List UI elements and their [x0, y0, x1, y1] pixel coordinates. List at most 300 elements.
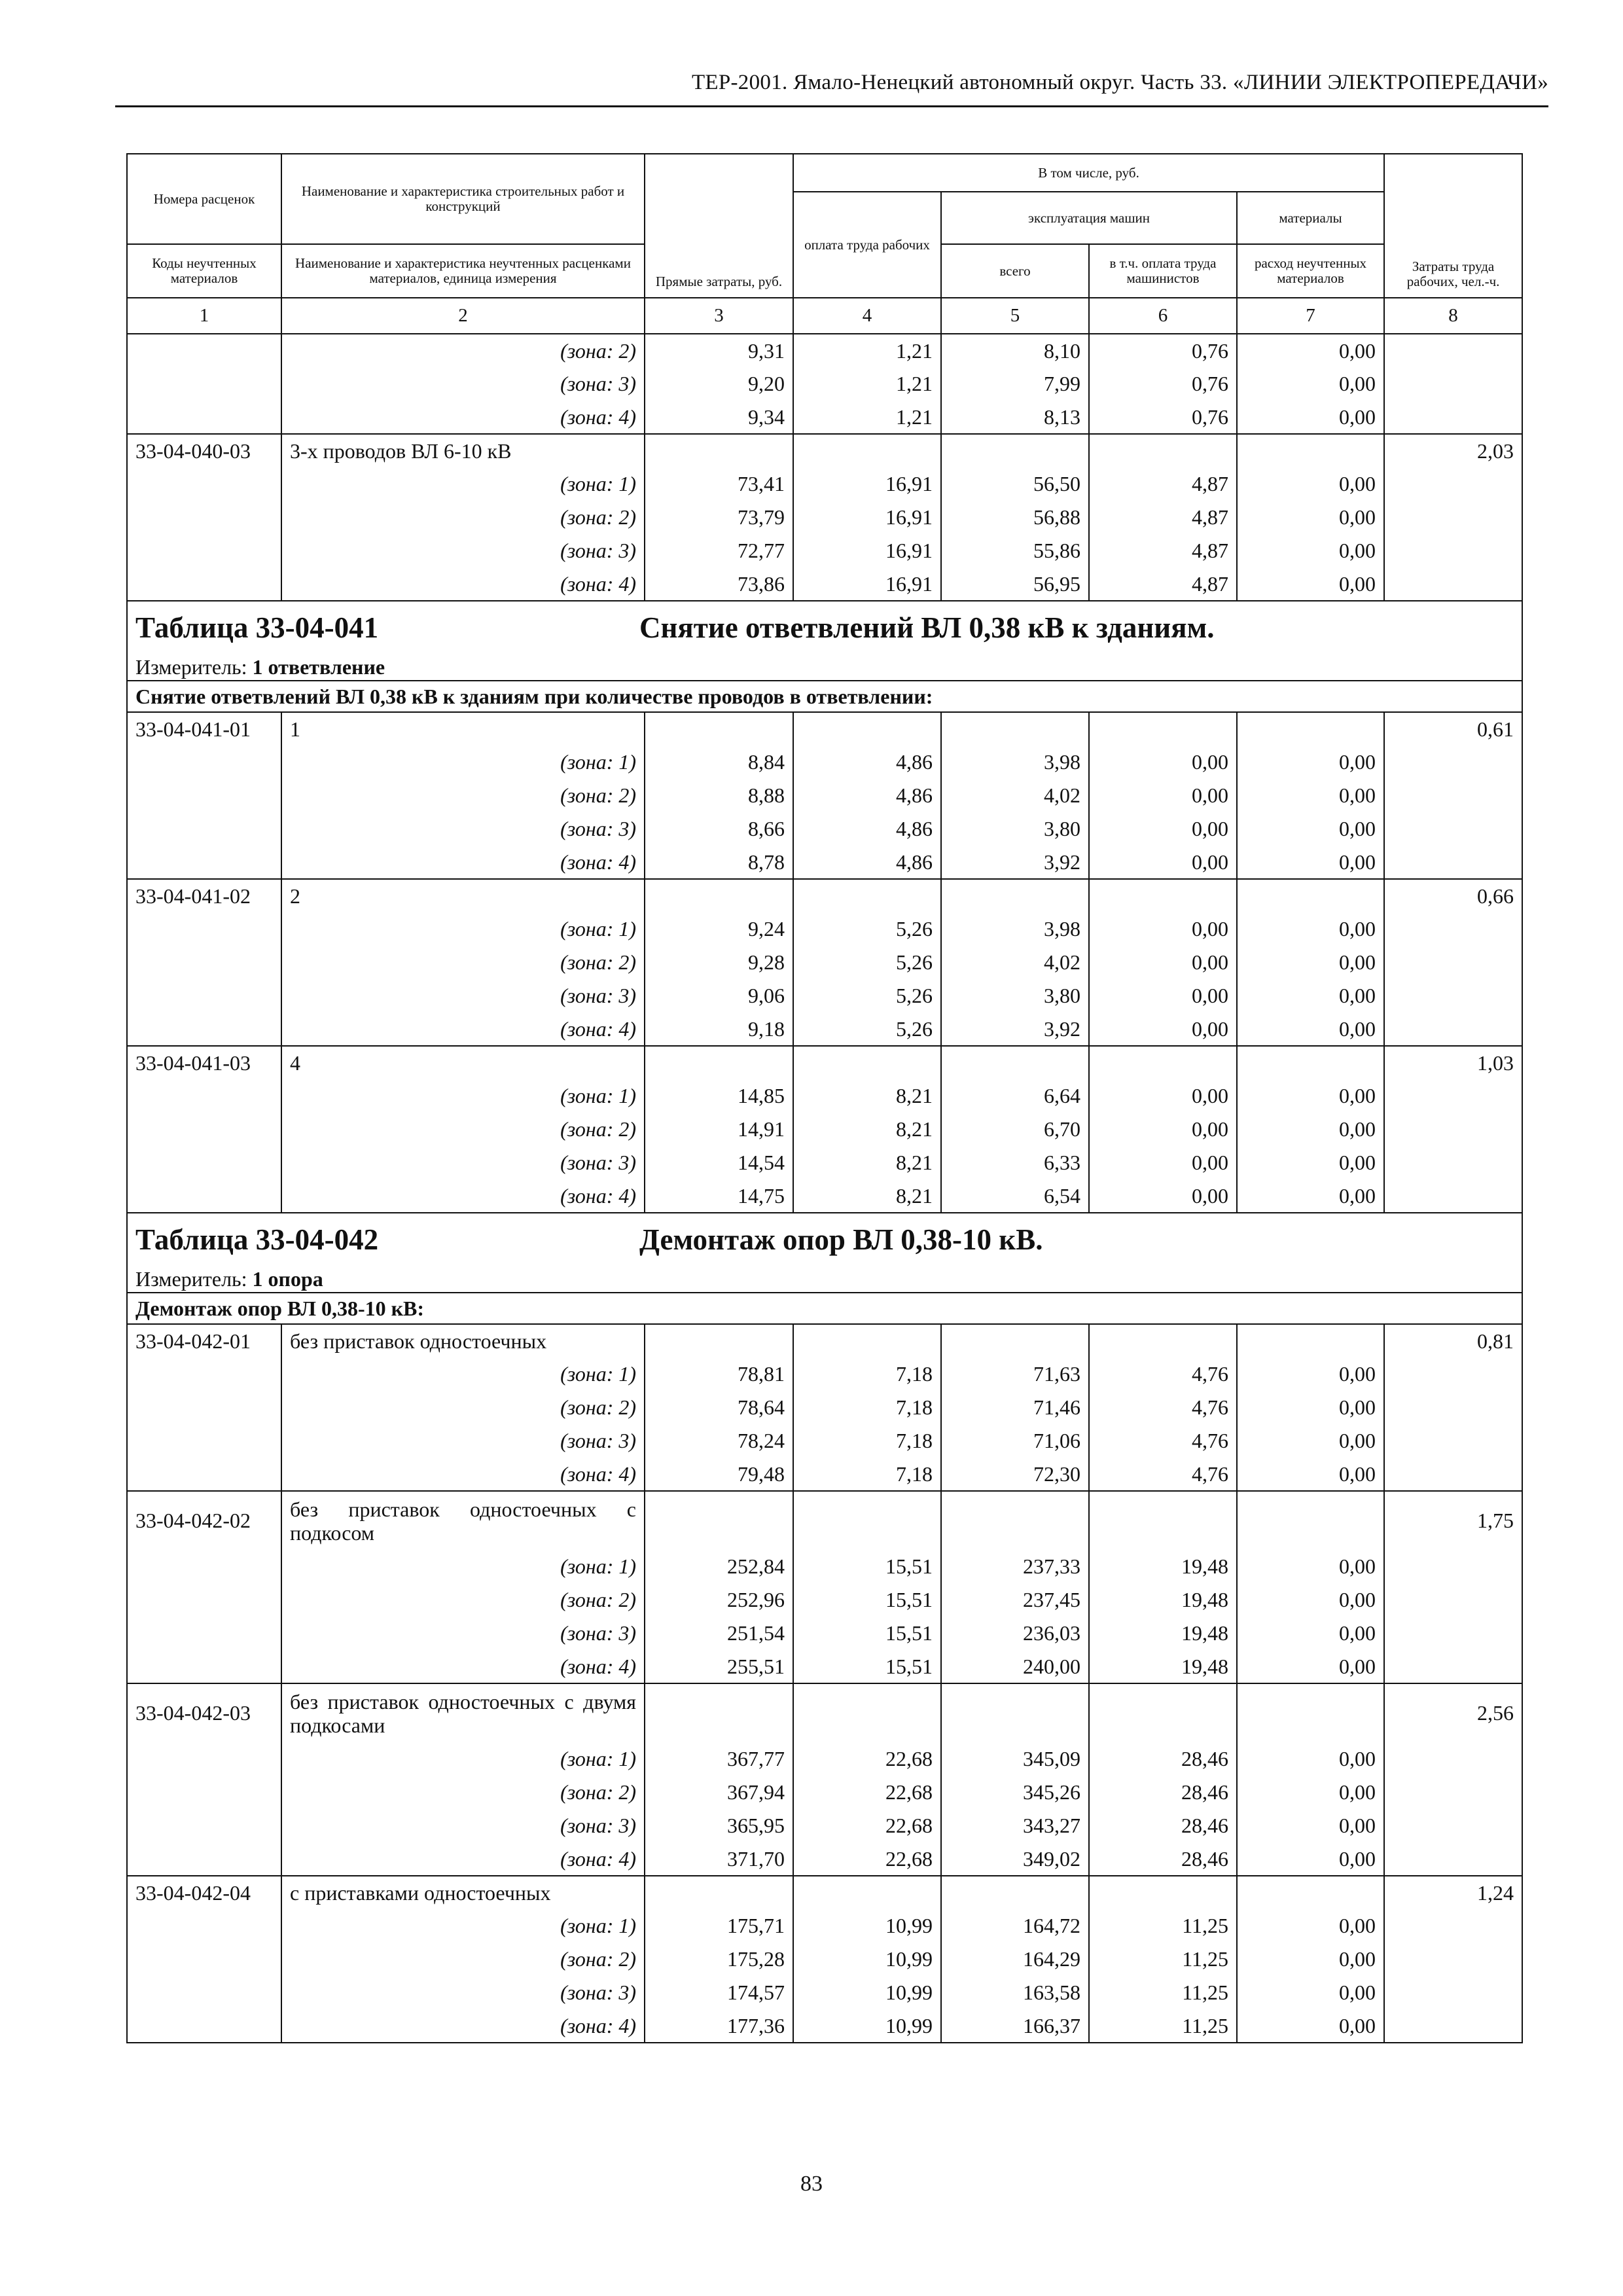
labor-cost-value: 2,03 [1384, 434, 1522, 467]
worker-pay-value: 10,99 [793, 2009, 941, 2043]
labor-cell [1384, 1013, 1522, 1046]
empty-cell [645, 1324, 793, 1357]
worker-pay-value: 5,26 [793, 946, 941, 979]
empty-cell [645, 712, 793, 745]
machines-total-value: 345,26 [941, 1776, 1089, 1809]
direct-cost-value: 367,94 [645, 1776, 793, 1809]
worker-pay-value: 8,21 [793, 1179, 941, 1213]
zone-row [127, 1424, 1522, 1458]
zone-row [127, 846, 1522, 879]
zone-row [127, 467, 1522, 501]
material-value: 0,00 [1237, 1146, 1384, 1179]
worker-pay-value: 16,91 [793, 501, 941, 534]
meter-label: Измеритель: [135, 1266, 247, 1291]
code-cell [127, 1179, 281, 1213]
machines-total-value: 71,63 [941, 1357, 1089, 1391]
machines-total-value: 56,50 [941, 467, 1089, 501]
zone-label: (зона: 4) [281, 401, 645, 434]
material-value: 0,00 [1237, 2009, 1384, 2043]
rates-table [126, 153, 1523, 2043]
zone-label: (зона: 3) [281, 979, 645, 1013]
empty-cell [1237, 1324, 1384, 1357]
empty-cell [941, 1876, 1089, 1909]
operator-pay-value: 0,00 [1089, 946, 1237, 979]
zone-label: (зона: 1) [281, 1079, 645, 1113]
table-title: Демонтаж опор ВЛ 0,38-10 кВ. [639, 1223, 1043, 1256]
worker-pay-value: 4,86 [793, 745, 941, 779]
operator-pay-value: 0,00 [1089, 812, 1237, 846]
rate-code: 33-04-041-03 [127, 1046, 281, 1079]
machines-total-value: 56,95 [941, 567, 1089, 601]
rate-code: 33-04-042-01 [127, 1324, 281, 1357]
code-cell [127, 467, 281, 501]
machines-total-value: 166,37 [941, 2009, 1089, 2043]
zone-label: (зона: 2) [281, 1943, 645, 1976]
worker-pay-value: 15,51 [793, 1583, 941, 1617]
zone-label: (зона: 1) [281, 1550, 645, 1583]
worker-pay-value: 7,18 [793, 1357, 941, 1391]
zone-row [127, 1776, 1522, 1809]
direct-cost-value: 72,77 [645, 534, 793, 567]
empty-cell [1237, 1876, 1384, 1909]
worker-pay-value: 8,21 [793, 1146, 941, 1179]
table-subheading: Демонтаж опор ВЛ 0,38-10 кВ: [127, 1293, 1522, 1324]
code-cell [127, 979, 281, 1013]
labor-cell [1384, 1424, 1522, 1458]
table-title: Снятие ответвлений ВЛ 0,38 кВ к зданиям. [639, 611, 1215, 644]
labor-cell [1384, 1976, 1522, 2009]
machines-total-value: 6,70 [941, 1113, 1089, 1146]
material-value: 0,00 [1237, 946, 1384, 979]
code-cell [127, 2009, 281, 2043]
column-number: 6 [1089, 298, 1237, 334]
direct-cost-value: 73,41 [645, 467, 793, 501]
rate-item-row [127, 879, 1522, 912]
material-value: 0,00 [1237, 912, 1384, 946]
direct-cost-value: 73,79 [645, 501, 793, 534]
zone-label: (зона: 1) [281, 912, 645, 946]
machines-total-value: 7,99 [941, 367, 1089, 401]
worker-pay-value: 4,86 [793, 846, 941, 879]
meter-row [127, 1266, 1522, 1293]
empty-cell [645, 1683, 793, 1742]
rate-description: без приставок одностоечных с подкосом [281, 1491, 645, 1550]
direct-cost-value: 8,84 [645, 745, 793, 779]
table-number: Таблица 33-04-042 [135, 1223, 379, 1256]
material-value: 0,00 [1237, 846, 1384, 879]
labor-cost-value: 0,66 [1384, 879, 1522, 912]
operator-pay-value: 11,25 [1089, 1909, 1237, 1943]
rate-code: 33-04-042-02 [127, 1491, 281, 1550]
zone-label: (зона: 2) [281, 1391, 645, 1424]
zone-label: (зона: 3) [281, 367, 645, 401]
zone-row [127, 745, 1522, 779]
labor-cost-value: 1,24 [1384, 1876, 1522, 1909]
zone-label: (зона: 4) [281, 2009, 645, 2043]
machines-total-value: 237,33 [941, 1550, 1089, 1583]
direct-cost-value: 78,24 [645, 1424, 793, 1458]
material-value: 0,00 [1237, 779, 1384, 812]
labor-cell [1384, 1458, 1522, 1491]
material-value: 0,00 [1237, 1742, 1384, 1776]
direct-cost-value: 9,28 [645, 946, 793, 979]
code-cell [127, 1809, 281, 1842]
operator-pay-value: 4,76 [1089, 1458, 1237, 1491]
zone-row [127, 367, 1522, 401]
material-value: 0,00 [1237, 1391, 1384, 1424]
empty-cell [1237, 879, 1384, 912]
empty-cell [941, 1683, 1089, 1742]
material-value: 0,00 [1237, 334, 1384, 367]
rate-item-row [127, 712, 1522, 745]
material-value: 0,00 [1237, 1943, 1384, 1976]
zone-row [127, 1458, 1522, 1491]
material-value: 0,00 [1237, 1424, 1384, 1458]
material-value: 0,00 [1237, 1357, 1384, 1391]
operator-pay-value: 0,00 [1089, 1146, 1237, 1179]
rate-code: 33-04-041-02 [127, 879, 281, 912]
meter [127, 654, 1522, 681]
labor-cell [1384, 745, 1522, 779]
empty-cell [941, 1046, 1089, 1079]
zone-label: (зона: 3) [281, 1146, 645, 1179]
operator-pay-value: 4,87 [1089, 501, 1237, 534]
material-value: 0,00 [1237, 1458, 1384, 1491]
labor-cost-value: 0,61 [1384, 712, 1522, 745]
rate-code: 33-04-042-03 [127, 1683, 281, 1742]
zone-row [127, 1013, 1522, 1046]
direct-cost-value: 14,85 [645, 1079, 793, 1113]
zone-label: (зона: 1) [281, 1357, 645, 1391]
worker-pay-value: 7,18 [793, 1458, 941, 1491]
worker-pay-value: 16,91 [793, 467, 941, 501]
worker-pay-value: 5,26 [793, 912, 941, 946]
machines-total-value: 345,09 [941, 1742, 1089, 1776]
labor-cell [1384, 912, 1522, 946]
direct-cost-value: 14,91 [645, 1113, 793, 1146]
zone-row [127, 1550, 1522, 1583]
machines-total-value: 240,00 [941, 1650, 1089, 1683]
machines-total-value: 56,88 [941, 501, 1089, 534]
code-cell [127, 501, 281, 534]
machines-total-value: 236,03 [941, 1617, 1089, 1650]
direct-cost-value: 175,71 [645, 1909, 793, 1943]
zone-label: (зона: 2) [281, 1113, 645, 1146]
rate-description: без приставок одностоечных с двумя подкосами [281, 1683, 645, 1742]
labor-cell [1384, 501, 1522, 534]
table-subheading: Снятие ответвлений ВЛ 0,38 кВ к зданиям при количестве проводов в ответвлении: [127, 681, 1522, 712]
table-heading-row [127, 601, 1522, 654]
code-cell [127, 1424, 281, 1458]
operator-pay-value: 28,46 [1089, 1742, 1237, 1776]
column-number: 8 [1384, 298, 1522, 334]
empty-cell [793, 1324, 941, 1357]
operator-pay-value: 0,00 [1089, 846, 1237, 879]
worker-pay-value: 5,26 [793, 979, 941, 1013]
labor-cell [1384, 979, 1522, 1013]
rate-item-row [127, 1683, 1522, 1742]
code-cell [127, 334, 281, 367]
machines-total-value: 3,98 [941, 912, 1089, 946]
material-value: 0,00 [1237, 1809, 1384, 1842]
material-value: 0,00 [1237, 1909, 1384, 1943]
labor-cell [1384, 1357, 1522, 1391]
labor-cost-value: 1,75 [1384, 1491, 1522, 1550]
rate-item-row [127, 1876, 1522, 1909]
worker-pay-value: 22,68 [793, 1776, 941, 1809]
operator-pay-value: 0,00 [1089, 979, 1237, 1013]
rate-description: 4 [281, 1046, 645, 1079]
zone-label: (зона: 2) [281, 1776, 645, 1809]
header-rule [115, 105, 1548, 107]
empty-cell [793, 879, 941, 912]
code-cell [127, 1113, 281, 1146]
labor-cell [1384, 467, 1522, 501]
labor-cell [1384, 1113, 1522, 1146]
machines-total-value: 4,02 [941, 946, 1089, 979]
machines-total-value: 3,80 [941, 812, 1089, 846]
header-material-names: Наименование и характеристика неучтенных расценками материалов, единица измерения [281, 244, 645, 298]
meter-value: 1 опора [252, 1266, 323, 1291]
zone-label: (зона: 4) [281, 1013, 645, 1046]
table-heading-row [127, 1213, 1522, 1266]
header-rate-numbers: Номера расценок [127, 154, 281, 244]
machines-total-value: 3,92 [941, 846, 1089, 879]
operator-pay-value: 4,87 [1089, 534, 1237, 567]
direct-cost-value: 255,51 [645, 1650, 793, 1683]
operator-pay-value: 28,46 [1089, 1809, 1237, 1842]
labor-cell [1384, 779, 1522, 812]
material-value: 0,00 [1237, 467, 1384, 501]
labor-cell [1384, 1583, 1522, 1617]
zone-row [127, 1742, 1522, 1776]
empty-cell [645, 1876, 793, 1909]
labor-cell [1384, 534, 1522, 567]
empty-cell [1237, 712, 1384, 745]
operator-pay-value: 0,76 [1089, 334, 1237, 367]
operator-pay-value: 0,76 [1089, 401, 1237, 434]
zone-label: (зона: 4) [281, 567, 645, 601]
zone-row [127, 1179, 1522, 1213]
material-value: 0,00 [1237, 1776, 1384, 1809]
header-work-name: Наименование и характеристика строительных работ и конструкций [281, 154, 645, 244]
header-worker-pay: оплата труда рабочих [793, 192, 941, 298]
code-cell [127, 1909, 281, 1943]
zone-label: (зона: 1) [281, 745, 645, 779]
worker-pay-value: 8,21 [793, 1079, 941, 1113]
header-operator-pay: в т.ч. оплата труда машинистов [1089, 244, 1237, 298]
direct-cost-value: 251,54 [645, 1617, 793, 1650]
zone-label: (зона: 4) [281, 1458, 645, 1491]
rates-body [127, 334, 1522, 2043]
meter-row [127, 654, 1522, 681]
table-heading [127, 601, 1522, 654]
zone-label: (зона: 1) [281, 1909, 645, 1943]
labor-cell [1384, 1943, 1522, 1976]
operator-pay-value: 0,00 [1089, 779, 1237, 812]
zone-label: (зона: 4) [281, 1179, 645, 1213]
zone-label: (зона: 2) [281, 1583, 645, 1617]
operator-pay-value: 0,00 [1089, 1079, 1237, 1113]
empty-cell [793, 434, 941, 467]
operator-pay-value: 0,00 [1089, 1179, 1237, 1213]
column-numbers-row [127, 298, 1522, 334]
empty-cell [645, 1491, 793, 1550]
code-cell [127, 1583, 281, 1617]
direct-cost-value: 9,18 [645, 1013, 793, 1046]
empty-cell [941, 434, 1089, 467]
code-cell [127, 1943, 281, 1976]
operator-pay-value: 4,87 [1089, 467, 1237, 501]
labor-cell [1384, 1550, 1522, 1583]
operator-pay-value: 28,46 [1089, 1776, 1237, 1809]
labor-cost-value: 2,56 [1384, 1683, 1522, 1742]
zone-row [127, 1976, 1522, 2009]
labor-cell [1384, 1842, 1522, 1876]
rate-description: 3-х проводов ВЛ 6-10 кВ [281, 434, 645, 467]
zone-row [127, 1842, 1522, 1876]
zone-row [127, 1079, 1522, 1113]
direct-cost-value: 371,70 [645, 1842, 793, 1876]
zone-label: (зона: 3) [281, 812, 645, 846]
zone-row [127, 1583, 1522, 1617]
zone-label: (зона: 2) [281, 779, 645, 812]
machines-total-value: 55,86 [941, 534, 1089, 567]
direct-cost-value: 365,95 [645, 1809, 793, 1842]
empty-cell [793, 1046, 941, 1079]
labor-cell [1384, 1742, 1522, 1776]
empty-cell [1089, 879, 1237, 912]
machines-total-value: 8,13 [941, 401, 1089, 434]
labor-cell [1384, 846, 1522, 879]
empty-cell [941, 1491, 1089, 1550]
running-header: ТЕР-2001. Ямало-Ненецкий автономный округ. Часть 33. «ЛИНИИ ЭЛЕКТРОПЕРЕДАЧИ» [691, 71, 1548, 94]
direct-cost-value: 73,86 [645, 567, 793, 601]
worker-pay-value: 4,86 [793, 779, 941, 812]
code-cell [127, 1013, 281, 1046]
code-cell [127, 946, 281, 979]
zone-label: (зона: 4) [281, 1650, 645, 1683]
direct-cost-value: 9,24 [645, 912, 793, 946]
machines-total-value: 237,45 [941, 1583, 1089, 1617]
labor-cell [1384, 1146, 1522, 1179]
code-cell [127, 1357, 281, 1391]
code-cell [127, 1458, 281, 1491]
code-cell [127, 534, 281, 567]
direct-cost-value: 79,48 [645, 1458, 793, 1491]
column-number: 3 [645, 298, 793, 334]
zone-row [127, 812, 1522, 846]
operator-pay-value: 19,48 [1089, 1650, 1237, 1683]
zone-row [127, 1391, 1522, 1424]
operator-pay-value: 4,76 [1089, 1391, 1237, 1424]
operator-pay-value: 0,00 [1089, 1013, 1237, 1046]
machines-total-value: 163,58 [941, 1976, 1089, 2009]
zone-label: (зона: 3) [281, 1617, 645, 1650]
machines-total-value: 72,30 [941, 1458, 1089, 1491]
material-value: 0,00 [1237, 1583, 1384, 1617]
zone-row [127, 779, 1522, 812]
operator-pay-value: 0,00 [1089, 912, 1237, 946]
code-cell [127, 1976, 281, 2009]
empty-cell [1089, 1683, 1237, 1742]
labor-cell [1384, 946, 1522, 979]
machines-total-value: 71,46 [941, 1391, 1089, 1424]
labor-cell [1384, 1079, 1522, 1113]
machines-total-value: 71,06 [941, 1424, 1089, 1458]
zone-row [127, 1943, 1522, 1976]
empty-cell [941, 712, 1089, 745]
operator-pay-value: 4,76 [1089, 1424, 1237, 1458]
column-number: 1 [127, 298, 281, 334]
empty-cell [1089, 1491, 1237, 1550]
machines-total-value: 164,29 [941, 1943, 1089, 1976]
worker-pay-value: 7,18 [793, 1424, 941, 1458]
header-material-consumption: расход неучтенных материалов [1237, 244, 1384, 298]
zone-label: (зона: 1) [281, 467, 645, 501]
worker-pay-value: 22,68 [793, 1742, 941, 1776]
labor-cell [1384, 1617, 1522, 1650]
header-direct-costs: Прямые затраты, руб. [645, 154, 793, 298]
code-cell [127, 779, 281, 812]
zone-label: (зона: 2) [281, 946, 645, 979]
code-cell [127, 567, 281, 601]
worker-pay-value: 22,68 [793, 1842, 941, 1876]
empty-cell [793, 1683, 941, 1742]
zone-row [127, 912, 1522, 946]
code-cell [127, 1391, 281, 1424]
direct-cost-value: 174,57 [645, 1976, 793, 2009]
zone-row [127, 1146, 1522, 1179]
empty-cell [1237, 1046, 1384, 1079]
code-cell [127, 1842, 281, 1876]
material-value: 0,00 [1237, 745, 1384, 779]
machines-total-value: 3,80 [941, 979, 1089, 1013]
labor-cost-value: 1,03 [1384, 1046, 1522, 1079]
zone-row [127, 334, 1522, 367]
rate-item-row [127, 1491, 1522, 1550]
empty-cell [793, 712, 941, 745]
code-cell [127, 401, 281, 434]
machines-total-value: 343,27 [941, 1809, 1089, 1842]
empty-cell [1089, 434, 1237, 467]
worker-pay-value: 4,86 [793, 812, 941, 846]
zone-row [127, 946, 1522, 979]
labor-cell [1384, 1650, 1522, 1683]
code-cell [127, 1079, 281, 1113]
machines-total-value: 164,72 [941, 1909, 1089, 1943]
rate-item-row [127, 434, 1522, 467]
column-number: 5 [941, 298, 1089, 334]
zone-label: (зона: 3) [281, 1976, 645, 2009]
worker-pay-value: 8,21 [793, 1113, 941, 1146]
zone-label: (зона: 3) [281, 1809, 645, 1842]
zone-row [127, 534, 1522, 567]
operator-pay-value: 28,46 [1089, 1842, 1237, 1876]
labor-cost-value: 0,81 [1384, 1324, 1522, 1357]
worker-pay-value: 16,91 [793, 534, 941, 567]
labor-cell [1384, 1909, 1522, 1943]
code-cell [127, 912, 281, 946]
machines-total-value: 6,54 [941, 1179, 1089, 1213]
code-cell [127, 1617, 281, 1650]
empty-cell [645, 434, 793, 467]
code-cell [127, 1650, 281, 1683]
page-number: 83 [800, 2172, 823, 2196]
empty-cell [645, 1046, 793, 1079]
code-cell [127, 745, 281, 779]
empty-cell [1089, 1324, 1237, 1357]
